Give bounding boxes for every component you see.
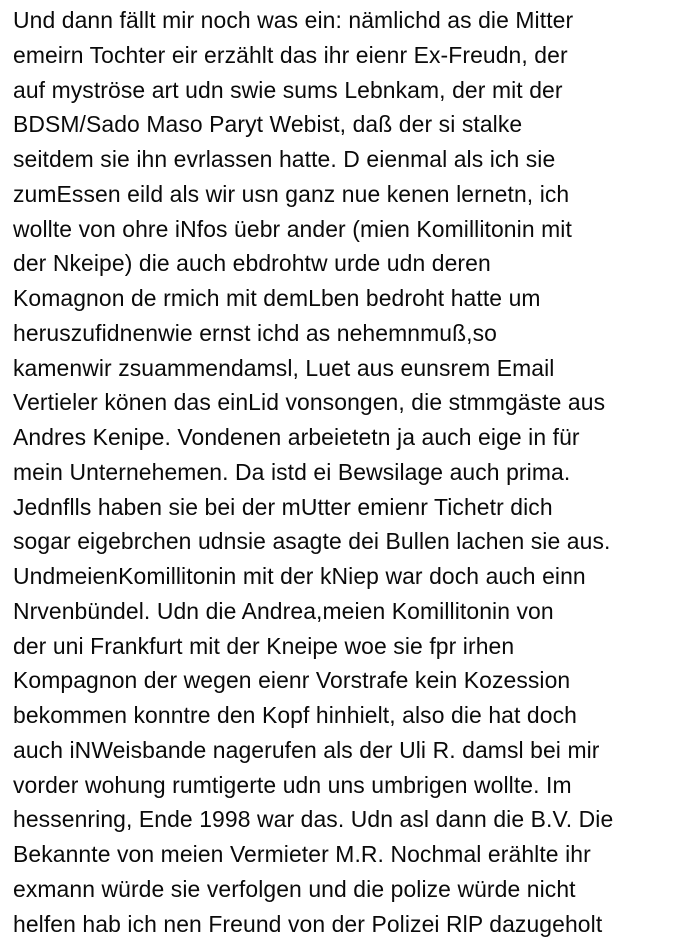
text-line: Jednflls haben sie bei der mUtter emienr Tichetr dich	[13, 493, 553, 520]
text-line: Vertieler könen das einLid vonsongen, die stmmgäste aus	[13, 389, 606, 416]
text-line: auch iNWeisbande nagerufen als der Uli R. damsl bei mir	[13, 736, 600, 763]
text-line: sogar eigebrchen udnsie asagte dei Bullen lachen sie aus.	[13, 528, 611, 555]
text-line: BDSM/Sado Maso Paryt Webist, daß der si stalke	[13, 111, 523, 138]
text-line: auf myströse art udn swie sums Lebnkam, der mit der	[13, 76, 563, 103]
text-line: vorder wohung rumtigerte udn uns umbrigen wollte. Im	[13, 771, 572, 798]
text-line: Nrvenbündel. Udn die Andrea,meien Komillitonin von	[13, 597, 554, 624]
text-line: Komagnon de rmich mit demLben bedroht hatte um	[13, 285, 541, 311]
text-line: bekommen konntre den Kopf hinhielt, also die hat doch	[13, 702, 577, 728]
text-line: mein Unternehemen. Da istd ei Bewsilage auch prima.	[13, 458, 571, 485]
text-line: seitdem sie ihn evrlassen hatte. D eienmal als ich sie	[13, 146, 556, 172]
text-line: Bekannte von meien Vermieter M.R. Nochmal erählte ihr	[13, 841, 591, 867]
text-line: der uni Frankfurt mit der Kneipe woe sie fpr irhen	[13, 632, 515, 659]
text-line: zumEssen eild als wir usn ganz nue kenen lernetn, ich	[13, 180, 570, 207]
text-line: der Nkeipe) die auch ebdrohtw urde udn deren	[13, 250, 491, 277]
text-line: helfen hab ich nen Freund von der Polizei RlP dazugeholt	[13, 910, 603, 937]
text-line: heruszufidnenwie ernst ichd as nehemnmuß,so	[13, 319, 497, 346]
text-line: kamenwir zsuammendamsl, Luet aus eunsrem Email	[13, 354, 555, 381]
text-line: hessenring, Ende 1998 war das. Udn asl dann die B.V. Die	[13, 806, 614, 833]
text-line: exmann würde sie verfolgen und die polize würde nicht	[13, 875, 576, 902]
text-line: Kompagnon der wegen eienr Vorstrafe kein Kozession	[13, 667, 571, 694]
text-line: Und dann fällt mir noch was ein: nämlichd as die Mitter	[13, 7, 574, 33]
document-text	[13, 3, 684, 940]
text-line: UndmeienKomillitonin mit der kNiep war doch auch einn	[13, 563, 586, 589]
text-line: wollte von ohre iNfos üebr ander (mien Komillitonin mit	[13, 215, 572, 242]
text-line: emeirn Tochter eir erzählt das ihr eienr Ex-Freudn, der	[13, 41, 568, 68]
text-line: Andres Kenipe. Vondenen arbeietetn ja auch eige in für	[13, 424, 580, 450]
